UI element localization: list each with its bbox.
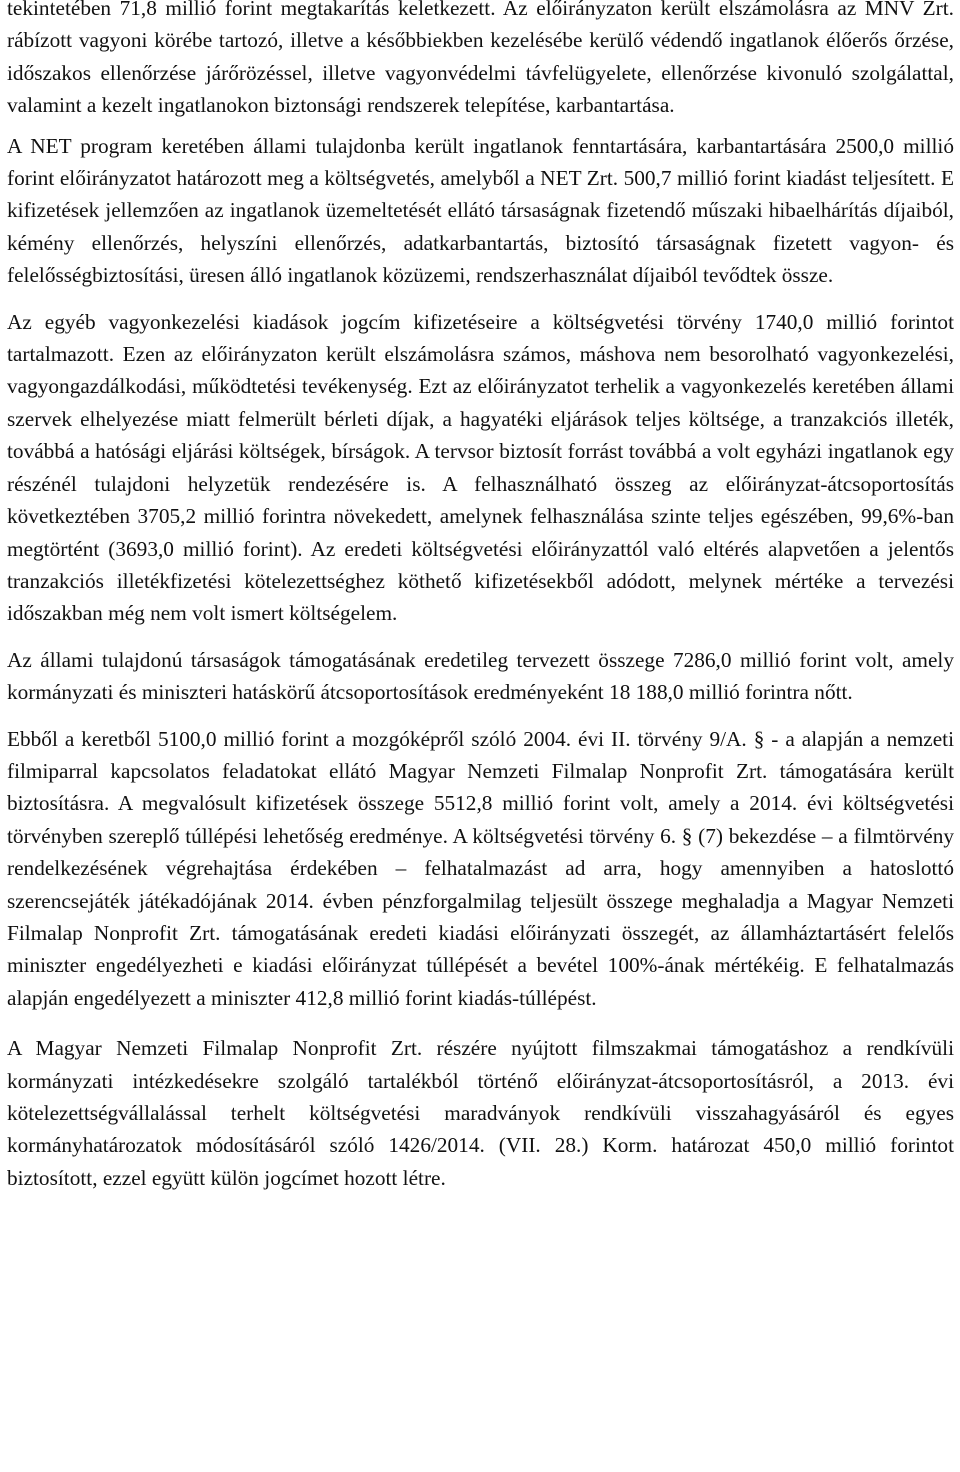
paragraph-net-program: A NET program keretében állami tulajdonba került ingatlanok fenntartására, karbantartására 2500,0 millió forint előirányzatot határozott meg a költségvetés, amelyből a NET Zrt. 500,7 millió forint kiadást teljesített. E kifizetések jellemzően az ingatlanok üzemeltetését ellátó társaságnak fizetendő műszaki hibaelhárítás díjaiból, kémény ellenőrzés, helyszíni ellenőrzés, adatkarbantartás, biztosító társaságnak fizetett vagyon- és felelősségbiztosítási, üresen álló ingatlanok közüzemi, rendszerhasználat díjaiból tevődtek össze. bbox=[7, 133, 954, 288]
paragraph-film-fund-reserve: A Magyar Nemzeti Filmalap Nonprofit Zrt. részére nyújtott filmszakmai támogatáshoz a rendkívüli kormányzati intézkedésekre szolgáló tartalékból történő előirányzat-átcsoportosításról, a 2013. évi kötelezettségvállalással terhelt költségvetési maradványok rendkívüli visszahagyásáról és egyes kormányhatározatok módosításáról szóló 1426/2014. (VII. 28.) Korm. határozat 450,0 millió forintot biztosított, ezzel együtt külön jogcímet hozott létre. bbox=[7, 1036, 954, 1190]
paragraph-security-costs: tekintetében 71,8 millió forint megtakarítás keletkezett. Az előirányzaton került elszámolásra az MNV Zrt. rábízott vagyoni körébe tartozó, illetve a későbbiekben kezelésébe kerülő védendő ingatlanok élőerős őrzése, időszakos ellenőrzése járőrözéssel, illetve vagyonvédelmi távfelügyelete, ellenőrzése kivonuló szolgálattal, valamint a kezelt ingatlanokon biztonsági rendszerek telepítése, karbantartása. bbox=[7, 0, 954, 118]
paragraph-film-fund-allocation: Ebből a keretből 5100,0 millió forint a mozgóképről szóló 2004. évi II. törvény 9/A. § - a alapján a nemzeti filmiparral kapcsolatos feladatokat ellátó Magyar Nemzeti Filmalap Nonprofit Zrt. támogatására került biztosításra. A megvalósult kifizetések összege 5512,8 millió forint volt, amely a 2014. évi költségvetési törvényben szereplő túllépési lehetőség eredménye. A költségvetési törvény 6. § (7) bekezdése – a filmtörvény rendelkezésének végrehajtása érdekében – felhatalmazást ad arra, hogy amennyiben a hatoslottó szerencsejáték játékadójának 2014. évben pénzforgalmilag teljesült összege meghaladja a Magyar Nemzeti Filmalap Nonprofit Zrt. támogatásának eredeti kiadási előirányzati összegét, az államháztartásért felelős miniszter engedélyezheti e kiadási előirányzat túllépését a bevétel 100%-ának mértékéig. E felhatalmazás alapján engedélyezett a miniszter 412,8 millió forint kiadás-túllépést. bbox=[7, 726, 954, 1010]
paragraph-state-company-support: Az állami tulajdonú társaságok támogatásának eredetileg tervezett összege 7286,0 millió forint volt, amely kormányzati és miniszteri hatáskörű átcsoportosítások eredményeként 18 188,0 millió forintra nőtt. bbox=[7, 647, 954, 705]
paragraph-other-asset-management: Az egyéb vagyonkezelési kiadások jogcím kifizetéseire a költségvetési törvény 1740,0 millió forintot tartalmazott. Ezen az előirányzaton került elszámolásra számos, máshova nem besorolható vagyonkezelési, vagyongazdálkodási, működtetési tevékenység. Ezt az előirányzatot terhelik a vagyonkezelés keretében állami szervek elhelyezése miatt felmerült bérleti díjak, a hagyatéki eljárások teljes költsége, a tranzakciós illeték, továbbá a hatósági eljárási költségek, bírságok. A tervsor biztosít forrást továbbá a volt egyházi ingatlanok egy részénél tulajdoni helyzetük rendezésére is. A felhasználható összeg az előirányzat-átcsoportosítás következtében 3705,2 millió forintra növekedett, amelynek felhasználása szinte teljes egészében, 99,6%-ban megtörtént (3693,0 millió forint). Az eredeti költségvetési előirányzattól való eltérés alapvetően a jelentős tranzakciós illetékfizetési kötelezettséghez köthető kifizetésekből adódott, melynek mértéke a tervezési időszakban még nem volt ismert költségelem. bbox=[7, 309, 954, 626]
document-page bbox=[7, 0, 954, 1194]
